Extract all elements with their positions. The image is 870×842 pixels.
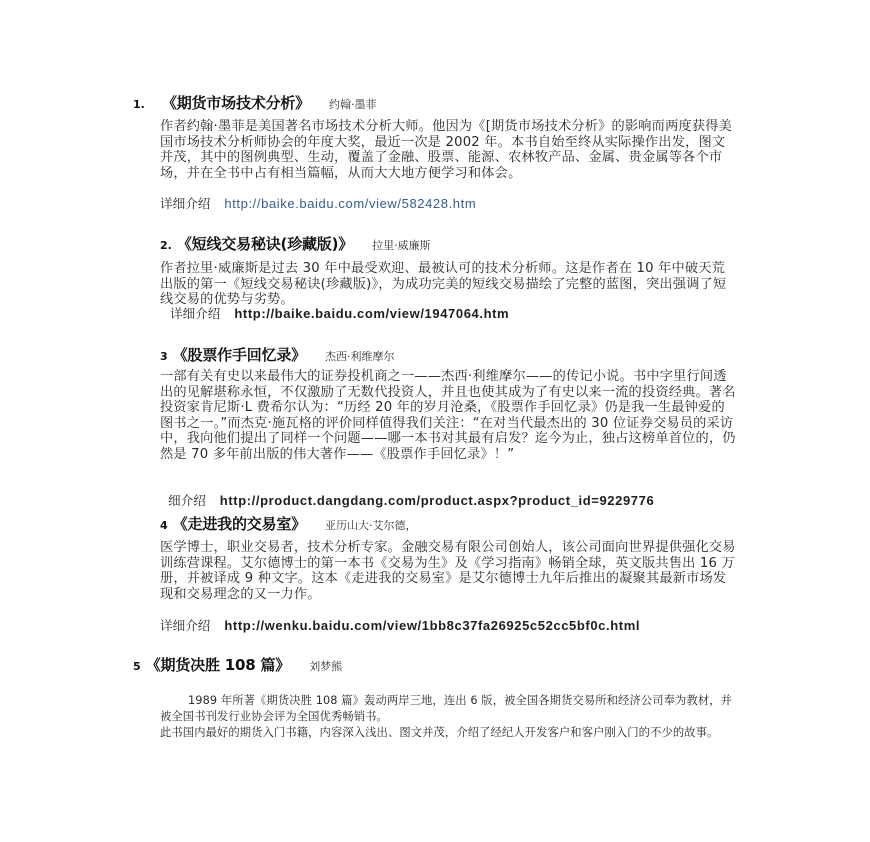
book-number: 5 bbox=[133, 660, 141, 673]
book-author: 亚历山大·艾尔德， bbox=[325, 519, 417, 532]
details-label: 详细介绍 bbox=[170, 306, 221, 321]
book-heading bbox=[160, 514, 417, 536]
book-description bbox=[160, 693, 742, 741]
book-number: 2. bbox=[160, 239, 172, 252]
book-heading bbox=[133, 655, 342, 677]
book-title: 《期货市场技术分析》 bbox=[161, 94, 310, 112]
details-row bbox=[160, 196, 476, 212]
book-number: 4 bbox=[160, 519, 168, 532]
book-number: 3 bbox=[160, 350, 168, 363]
description-paragraph: 此书国内最好的期货入门书籍，内容深入浅出、图文并茂，介绍了经纪人开发客户和客户刚入门的不少的故事。 bbox=[160, 726, 719, 739]
book-title: 《股票作手回忆录》 bbox=[172, 346, 306, 364]
book-description: 作者拉里·威廉斯是过去 30 年中最受欢迎、最被认可的技术分析师。这是作者在 10 年中破天荒出版的第一《短线交易秘诀(珍藏版)》，为成功完美的短线交易描绘了完整的蓝图，突出强调了短线交易的优势与劣势。 bbox=[160, 261, 727, 308]
details-link[interactable]: http://product.dangdang.com/product.aspx?product_id=9229776 bbox=[219, 493, 655, 508]
details-label: 详细介绍 bbox=[160, 618, 211, 633]
details-link[interactable]: http://baike.baidu.com/view/1947064.htm bbox=[234, 306, 510, 321]
details-label: 细介绍 bbox=[168, 493, 206, 508]
details-row bbox=[170, 306, 509, 322]
book-title: 《期货决胜 108 篇》 bbox=[145, 656, 291, 674]
book-heading bbox=[160, 345, 395, 367]
book-author: 刘梦熊 bbox=[309, 660, 343, 673]
description-paragraph: 1989 年所著《期货决胜 108 篇》轰动两岸三地，连出 6 版，被全国各期货交易所和经济公司奉为教材，并被全国书刊发行业协会评为全国优秀畅销书。 bbox=[160, 694, 733, 723]
details-row bbox=[160, 618, 640, 634]
book-description: 一部有关有史以来最伟大的证券投机商之一——杰西·利维摩尔——的传记小说。书中字里行间透出的见解堪称永恒，不仅激励了无数代投资人，并且也使其成为了有史以来一流的投资经典。著名投资家肯尼斯·L 费希尔认为：“历经 20 年的岁月沧桑，《股票作手回忆录》仍是我一生最钟爱的图书之一。”而杰克·施瓦格的评价同样值得我们关注：“在对当代最杰出的 30 位证券交易员的采访中，我向他们提出了同样一个问题——哪一本书对其最有启发？迄今为止，独占这榜单首位的，仍然是 70 多年前出版的伟大著作——《股票作手回忆录》！” bbox=[160, 369, 736, 462]
book-author: 拉里·威廉斯 bbox=[372, 239, 431, 252]
details-row bbox=[168, 493, 654, 509]
details-link[interactable]: http://wenku.baidu.com/view/1bb8c37fa26925c52cc5bf0c.html bbox=[224, 618, 641, 633]
book-heading bbox=[160, 234, 431, 256]
book-author: 杰西·利维摩尔 bbox=[325, 350, 395, 363]
details-label: 详细介绍 bbox=[160, 196, 211, 211]
book-title: 《走进我的交易室》 bbox=[172, 515, 306, 533]
details-link[interactable]: http://baike.baidu.com/view/582428.htm bbox=[224, 196, 477, 211]
book-author: 约翰·墨菲 bbox=[329, 98, 377, 111]
book-heading bbox=[133, 93, 377, 115]
book-description: 作者约翰·墨菲是美国著名市场技术分析大师。他因为《[期货市场技术分析》的影响而两度获得美国市场技术分析师协会的年度大奖，最近一次是 2002 年。本书自始至终从实际操作出发，图文并茂，其中的图例典型、生动，覆盖了金融、股票、能源、农林牧产品、金属、贵金属等各个市场，并在全书中占有相当篇幅，从而大大地方便学习和体会。 bbox=[160, 119, 733, 181]
book-description: 医学博士，职业交易者，技术分析专家。金融交易有限公司创始人，该公司面向世界提供强化交易训练营课程。艾尔德博士的第一本书《交易为生》及《学习指南》畅销全球，英文版共售出 16 万册，并被译成 9 种文字。这本《走进我的交易室》是艾尔德博士九年后推出的凝聚其最新市场发现和交易理念的又一力作。 bbox=[160, 540, 736, 602]
book-number: 1. bbox=[133, 98, 145, 111]
book-title: 《短线交易秘诀(珍藏版)》 bbox=[176, 235, 354, 253]
